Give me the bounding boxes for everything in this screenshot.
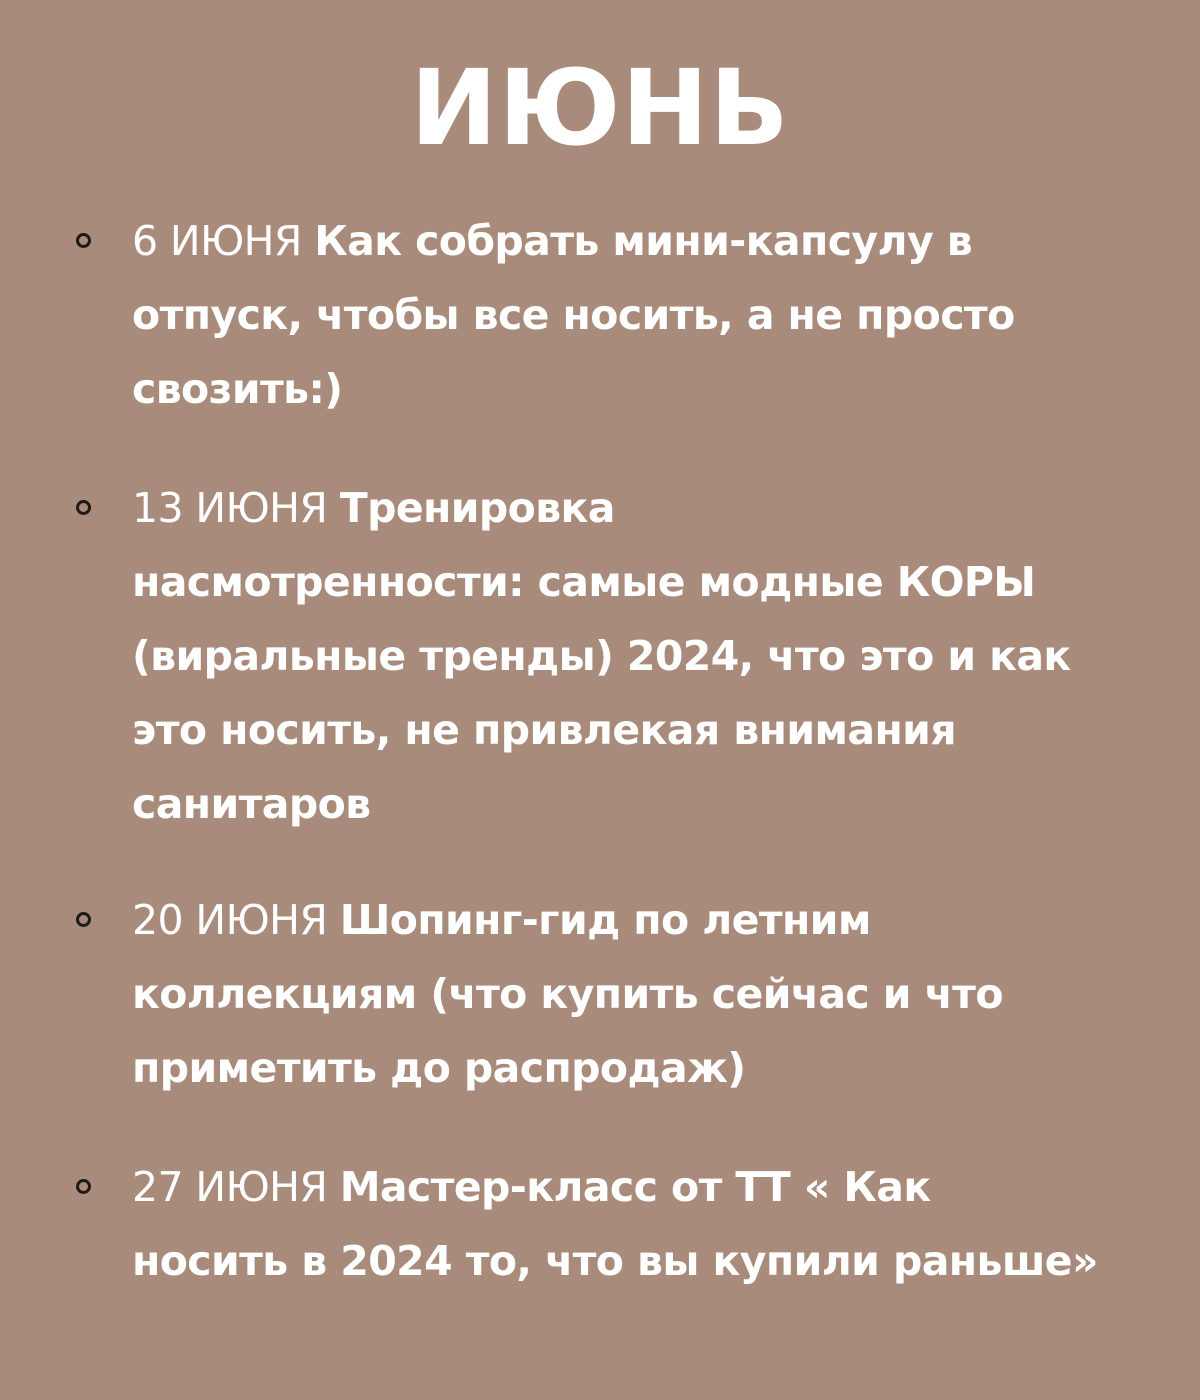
event-title-line: Шопинг-гид по летним — [339, 896, 871, 944]
event-date: 27 ИЮНЯ — [132, 1163, 328, 1211]
circle-bullet-icon — [76, 912, 91, 927]
event-title-line: насмотренности: самые модные КОРЫ — [132, 558, 1036, 606]
event-title-line: санитаров — [132, 780, 371, 828]
event-title-line: носить в 2024 то, что вы купили раньше» — [132, 1237, 1098, 1285]
page-title: ИЮНЬ — [410, 47, 790, 169]
event-date: 6 ИЮНЯ — [132, 217, 302, 265]
event-title-line: это носить, не привлекая внимания — [132, 706, 957, 754]
event-text — [132, 1150, 1132, 1298]
event-date: 13 ИЮНЯ — [132, 484, 328, 532]
event-title-line: коллекциям (что купить сейчас и что — [132, 970, 1003, 1018]
event-title-line: приметить до распродаж) — [132, 1044, 746, 1092]
event-date: 20 ИЮНЯ — [132, 896, 328, 944]
circle-bullet-icon — [76, 233, 91, 248]
event-title-line: отпуск, чтобы все носить, а не просто — [132, 291, 1015, 339]
event-text — [132, 883, 1132, 1105]
event-title-line: Тренировка — [339, 484, 615, 532]
event-title-line: Как собрать мини-капсулу в — [314, 217, 973, 265]
event-title-line: (виральные тренды) 2024, что это и как — [132, 632, 1071, 680]
event-text — [132, 204, 1132, 426]
event-text — [132, 471, 1132, 841]
circle-bullet-icon — [76, 1179, 91, 1194]
event-title-line: свозить:) — [132, 365, 343, 413]
event-title-line: Мастер-класс от ТТ « Как — [339, 1163, 931, 1211]
circle-bullet-icon — [76, 500, 91, 515]
